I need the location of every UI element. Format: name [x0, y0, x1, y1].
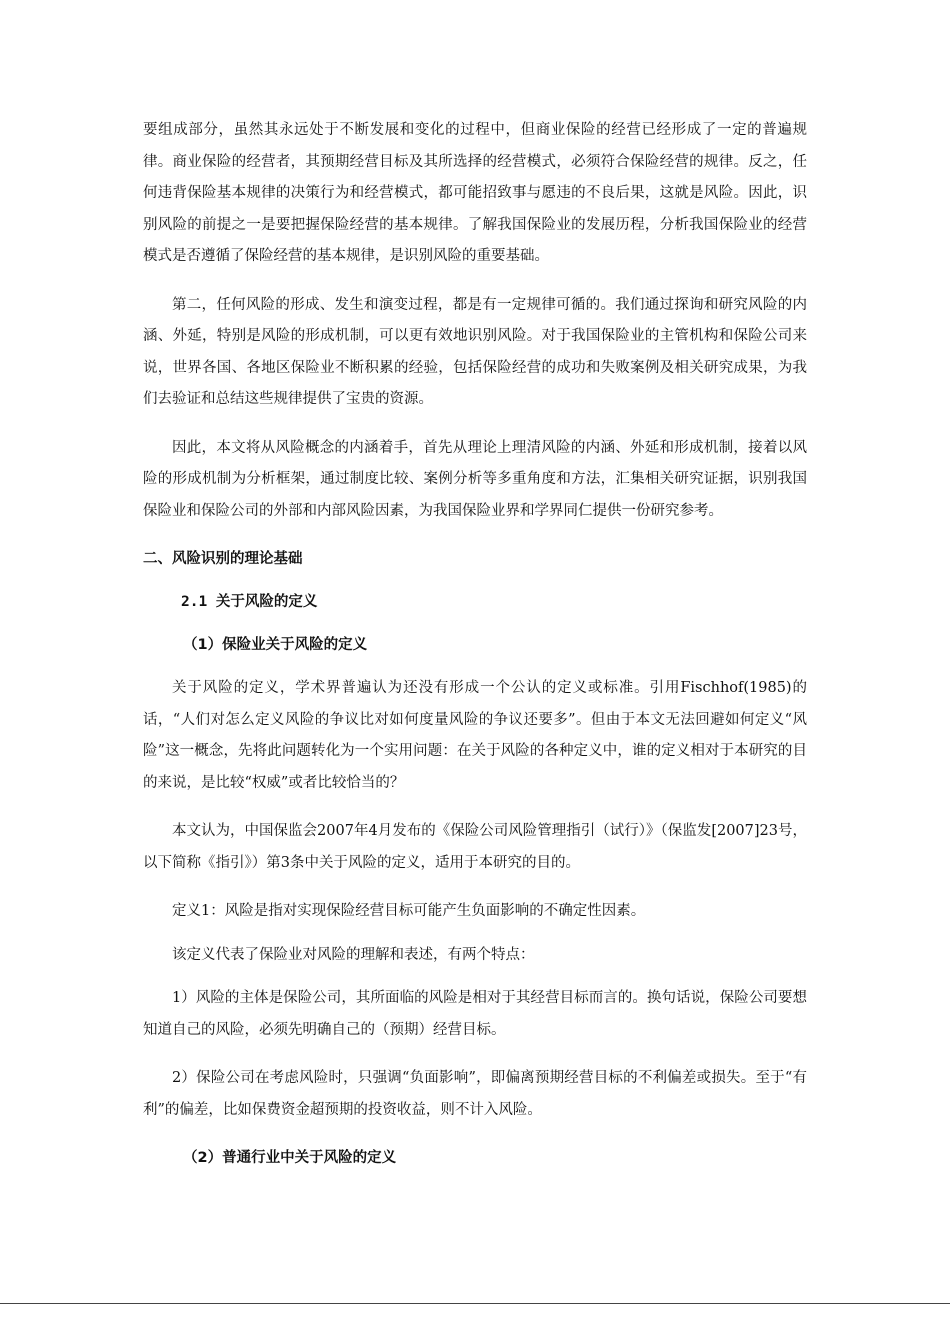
- paragraph-risk-definition: 关于风险的定义，学术界普遍认为还没有形成一个公认的定义或标准。引用Fischhof(1985)的话，“人们对怎么定义风险的争议比对如何度量风险的争议还要多”。但由于本文无法回避如何定义“风险”这一概念，先将此问题转化为一个实用问题：在关于风险的各种定义中，谁的定义相对于本研究的目的来说，是比较“权威”或者比较恰当的？: [143, 680, 807, 791]
- subsection-heading-2-1: 2.1 关于风险的定义: [181, 594, 318, 610]
- paragraph-definition-1: 定义1：风险是指对实现保险经营目标可能产生负面影响的不确定性因素。: [172, 903, 646, 919]
- paragraph-continued: 要组成部分，虽然其永远处于不断发展和变化的过程中，但商业保险的经营已经形成了一定的普遍规律。商业保险的经营者，其预期经营目标及其所选择的经营模式，必须符合保险经营的规律。反之，任何违背保险基本规律的决策行为和经营模式，都可能招致事与愿违的不良后果，这就是风险。因此，识别风险的前提之一是要把握保险经营的基本规律。了解我国保险业的发展历程，分析我国保险业的经营模式是否遵循了保险经营的基本规律，是识别风险的重要基础。: [143, 122, 807, 264]
- paragraph-two-features: 该定义代表了保险业对风险的理解和表述，有两个特点：: [172, 946, 535, 963]
- document-body: [143, 115, 807, 1186]
- section-heading-2: 二、风险识别的理论基础: [143, 551, 303, 567]
- footer-divider: [0, 1303, 950, 1304]
- paragraph-second-point: 第二，任何风险的形成、发生和演变过程，都是有一定规律可循的。我们通过探询和研究风险的内涵、外延，特别是风险的形成机制，可以更有效地识别风险。对于我国保险业的主管机构和保险公司来说，世界各国、各地区保险业不断积累的经验，包括保险经营的成功和失败案例及相关研究成果，为我们去验证和总结这些规律提供了宝贵的资源。: [143, 296, 807, 407]
- paragraph-feature-2: 2）保险公司在考虑风险时，只强调“负面影响”，即偏离预期经营目标的不利偏差或损失。至于“有利”的偏差，比如保费资金超预期的投资收益，则不计入风险。: [143, 1070, 807, 1118]
- paragraph-therefore: 因此，本文将从风险概念的内涵着手，首先从理论上理清风险的内涵、外延和形成机制，接着以风险的形成机制为分析框架，通过制度比较、案例分析等多重角度和方法，汇集相关研究证据，识别我国保险业和保险公司的外部和内部风险因素，为我国保险业界和学界同仁提供一份研究参考。: [143, 439, 807, 519]
- paragraph-feature-1: 1）风险的主体是保险公司，其所面临的风险是相对于其经营目标而言的。换句话说，保险公司要想知道自己的风险，必须先明确自己的（预期）经营目标。: [143, 990, 807, 1038]
- sub-heading-insurance-definition: （1）保险业关于风险的定义: [183, 637, 368, 653]
- paragraph-guideline: 本文认为，中国保监会2007年4月发布的《保险公司风险管理指引（试行）》（保监发[2007]23号，以下简称《指引》）第3条中关于风险的定义，适用于本研究的目的。: [143, 823, 807, 871]
- sub-heading-general-definition: （2）普通行业中关于风险的定义: [183, 1150, 397, 1166]
